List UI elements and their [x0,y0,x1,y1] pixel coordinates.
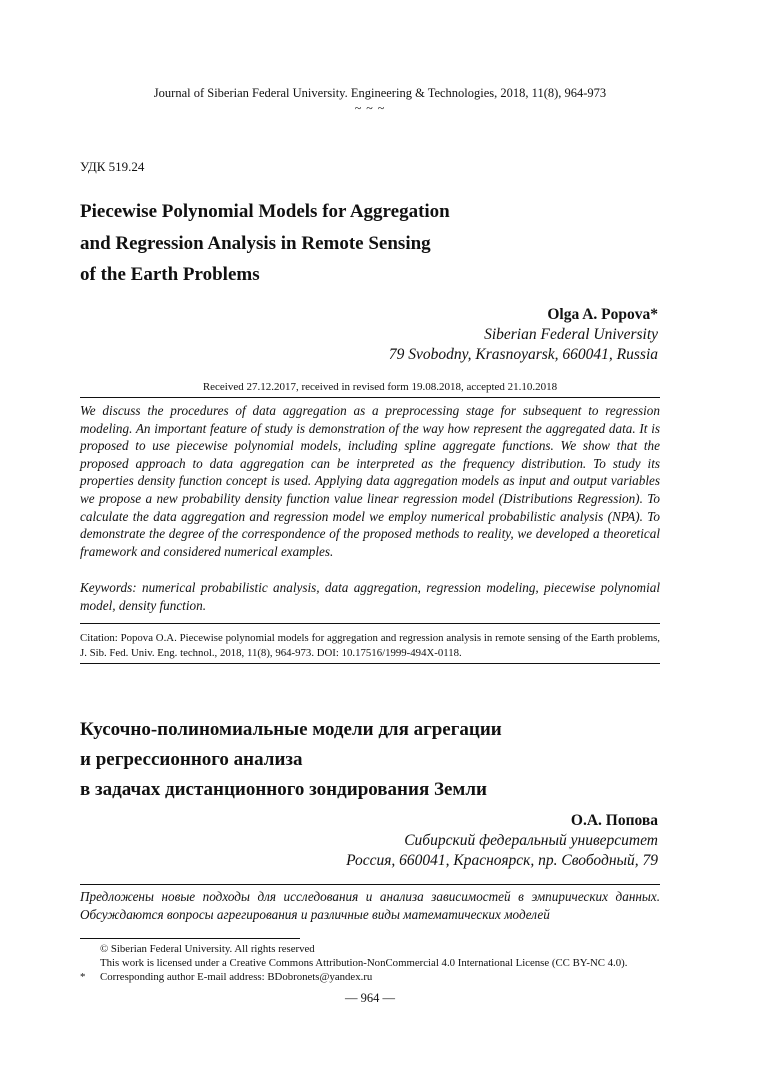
author-affiliation-ru: Сибирский федеральный университет [404,832,658,849]
author-address-en: 79 Svobodny, Krasnoyarsk, 660041, Russia [388,346,658,363]
abstract-top-rule [80,397,660,398]
footnote-license [80,956,680,970]
citation: Citation: Popova O.A. Piecewise polynomial models for aggregation and regression analysis in remote sensing of the Earth problems, J. Sib. Fed. Univ. Eng. technol., 2018, 11(8), 964-973. DOI: 10.17516/1999-494X-0118. [80,632,660,659]
title-en-line-2: and Regression Analysis in Remote Sensing [80,232,431,254]
article-title-en [80,196,640,291]
author-name-ru: О.А. Попова [570,812,658,829]
udk-code: УДК 519.24 [80,159,145,174]
citation-top-rule [80,623,660,624]
title-ru-line-1: Кусочно-полиномиальные модели для агрегации [80,719,502,740]
copyright-text: © Siberian Federal University. All rights reserved [100,943,315,955]
page-number: — 964 — [345,991,395,1005]
author-address-ru: Россия, 660041, Красноярск, пр. Свободный, 79 [346,852,658,869]
abstract-ru-top-rule [80,884,660,885]
footnote-copyright [80,942,680,956]
article-title-ru [80,715,660,805]
license-text: This work is licensed under a Creative Commons Attribution-NonCommercial 4.0 International License (CC BY-NC 4.0). [100,957,628,969]
footnote-corresponding [80,970,680,984]
received-dates: Received 27.12.2017, received in revised form 19.08.2018, accepted 21.10.2018 [202,381,558,393]
header-separator: ~ ~ ~ [354,101,386,115]
footnotes [80,942,680,984]
title-ru-line-3: в задачах дистанционного зондирования Земли [80,779,487,800]
abstract-en: We discuss the procedures of data aggregation as a preprocessing stage for subsequent to regression modeling. An important feature of study is demonstration of the way how represent the aggregated data. It is proposed to use piecewise polynomial models, including spline aggregate functions. We show that the proposed approach to data aggregation can be interpreted as the frequency distribution. To study its properties density function concept is used. Applying data aggregation models as input and output variables we propose a new probability density function value linear regression model (Distributions Regression). To calculate the data aggregation and regression model we employ numerical probabilistic analysis (NPA). To demonstrate the degree of the correspondence of the proposed methods to reality, we developed a theoretical framework and considered numerical examples. [80,403,660,559]
author-name-en: Olga A. Popova* [547,306,658,323]
footnote-rule [80,938,300,939]
author-block-en [389,305,658,365]
abstract-ru: Предложены новые подходы для исследования и анализа зависимостей в эмпирических данных. Обсуждаются вопросы агрегирования и различные виды математических моделей [80,889,660,922]
keywords-en: Keywords: numerical probabilistic analysis, data aggregation, regression modeling, piecewise polynomial model, density function. [80,580,660,613]
corresponding-text: Corresponding author E-mail address: BDobronets@yandex.ru [100,971,373,983]
journal-header: Journal of Siberian Federal University. Engineering & Technologies, 2018, 11(8), 964-973 [153,86,607,100]
corresponding-mark: * [80,971,86,983]
citation-bottom-rule [80,663,660,664]
title-ru-line-2: и регрессионного анализа [80,749,303,770]
author-affiliation-en: Siberian Federal University [484,326,658,343]
title-en-line-1: Piecewise Polynomial Models for Aggregation [80,201,450,222]
author-block-ru [346,811,658,871]
title-en-line-3: of the Earth Problems [80,264,260,285]
